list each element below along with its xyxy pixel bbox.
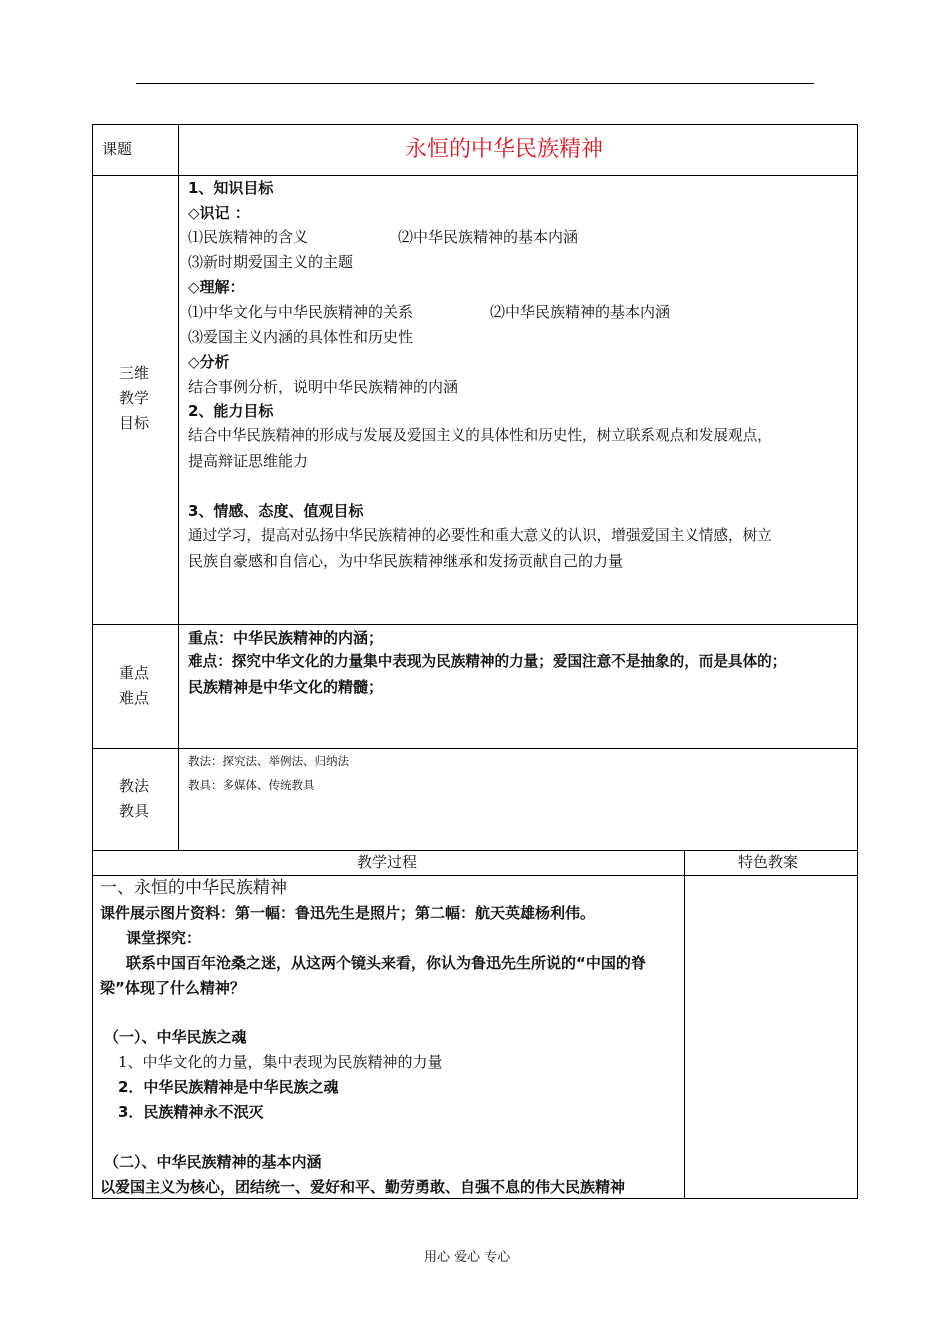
ability-heading: 2、能力目标 <box>188 402 274 420</box>
emotion-heading: 3、情感、态度、值观目标 <box>188 502 364 520</box>
recall-heading: ◇识记 ： <box>188 204 250 222</box>
knowledge-heading: 1、知识目标 <box>188 179 274 197</box>
topic-label: 课题 <box>102 140 133 158</box>
header-rule <box>136 83 814 84</box>
process-header-right: 特色教案 <box>738 853 799 871</box>
section-heading: 一、永恒的中华民族精神 <box>100 878 287 898</box>
subsection-2: （二）、中华民族精神的基本内涵 <box>104 1153 322 1171</box>
lesson-title: 永恒的中华民族精神 <box>405 137 604 162</box>
page-footer: 用心 爱心 专心 <box>424 1250 511 1265</box>
process-header-left: 教学过程 <box>357 853 418 871</box>
understand-heading: ◇理解： <box>188 278 245 296</box>
analyze-heading: ◇分析 <box>188 353 230 371</box>
subsection-1: （一）、中华民族之魂 <box>104 1028 247 1046</box>
